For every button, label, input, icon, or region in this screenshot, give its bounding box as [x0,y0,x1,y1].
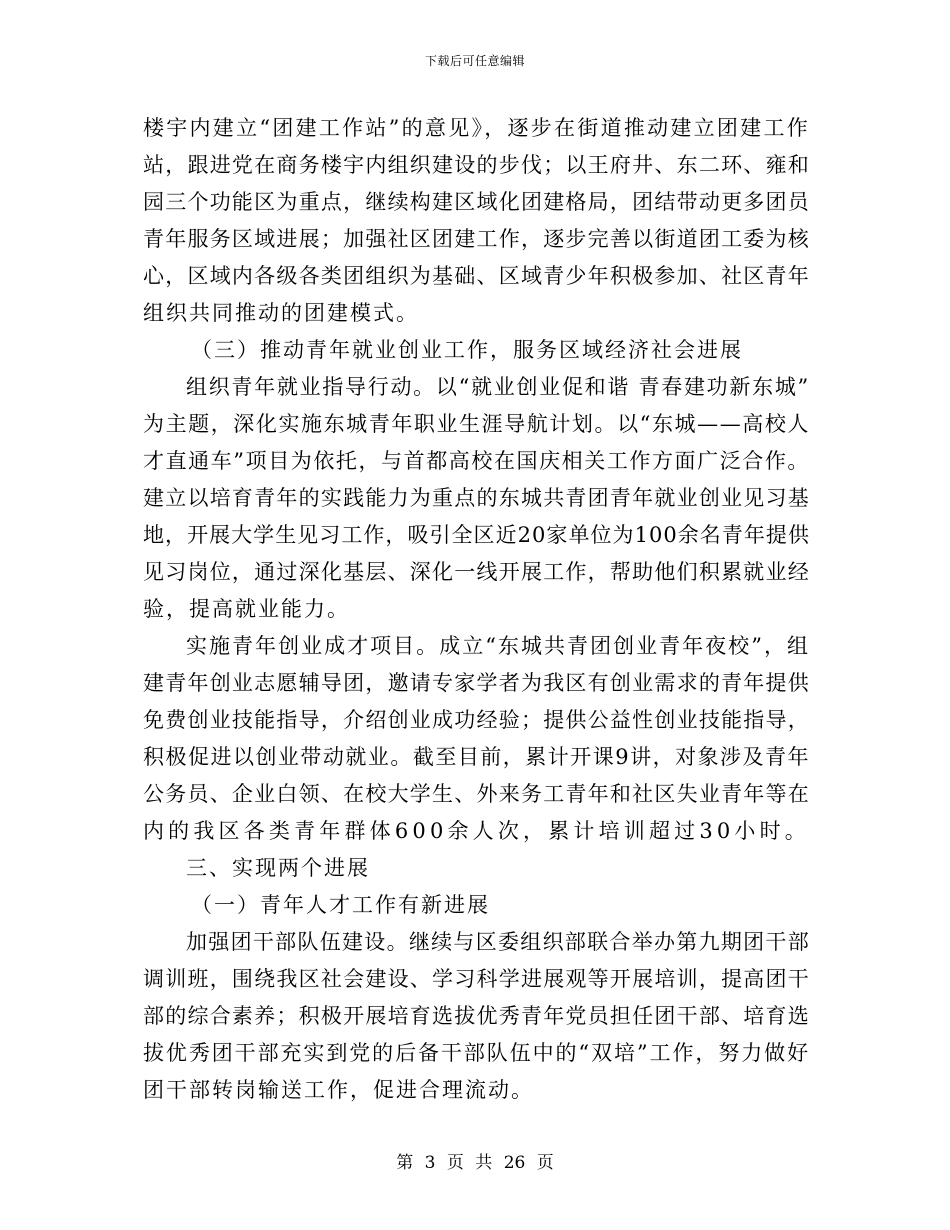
text-line: 组织青年就业指导行动。以“就业创业促和谐 青春建功新东城” [186,375,810,399]
text-line: 园三个功能区为重点，继续构建区域化团建格局，团结带动更多团员 [143,190,810,214]
page-header: 下载后可任意编辑 [424,54,525,68]
text-line: 心，区域内各级各类团组织为基础、区域青少年积极参加、社区青年 [143,264,810,288]
text-line: 地，开展大学生见习工作，吸引全区近20家单位为100余名青年提供 [143,523,810,547]
text-line: 站，跟进党在商务楼宇内组织建设的步伐；以王府井、东二环、雍和 [143,153,810,177]
text-line: 内的我区各类青年群体600余人次，累计培训超过30小时。 [143,819,810,843]
text-line: 部的综合素养；积极开展培育选拔优秀青年党员担任团干部、培育选 [143,1004,810,1028]
text-line: （三）推动青年就业创业工作，服务区域经济社会进展 [191,338,743,362]
text-line: （一）青年人才工作有新进展 [191,893,490,917]
text-line: 验，提高就业能力。 [143,597,350,621]
text-line: 才直通车”项目为依托，与首都高校在国庆相关工作方面广泛合作。 [143,449,810,473]
text-line: 建青年创业志愿辅导团，邀请专家学者为我区有创业需求的青年提供 [143,671,810,695]
text-line: 加强团干部队伍建设。继续与区委组织部联合举办第九期团干部 [186,930,810,954]
text-line: 见习岗位，通过深化基层、深化一线开展工作，帮助他们积累就业经 [143,560,810,584]
document-body [143,110,810,1109]
text-line: 三、实现两个进展 [186,856,370,880]
text-line: 组织共同推动的团建模式。 [143,301,419,325]
text-line: 青年服务区域进展；加强社区团建工作，逐步完善以街道团工委为核 [143,227,810,251]
text-line: 拔优秀团干部充实到党的后备干部队伍中的“双培”工作，努力做好 [143,1041,810,1065]
text-line: 实施青年创业成才项目。成立“东城共青团创业青年夜校”，组 [186,634,810,658]
page-number-footer: 第 3 页 共 26 页 [396,1153,554,1173]
text-line: 积极促进以创业带动就业。截至目前，累计开课9讲，对象涉及青年 [143,745,810,769]
text-line: 为主题，深化实施东城青年职业生涯导航计划。以“东城——高校人 [143,412,810,436]
text-line: 楼宇内建立“团建工作站”的意见》，逐步在街道推动建立团建工作 [143,116,810,140]
text-line: 公务员、企业白领、在校大学生、外来务工青年和社区失业青年等在 [143,782,810,806]
text-line: 免费创业技能指导，介绍创业成功经验；提供公益性创业技能指导， [143,708,810,732]
text-line: 团干部转岗输送工作，促进合理流动。 [143,1078,534,1102]
text-line: 建立以培育青年的实践能力为重点的东城共青团青年就业创业见习基 [143,486,810,510]
text-line: 调训班，围绕我区社会建设、学习科学进展观等开展培训，提高团干 [143,967,810,991]
